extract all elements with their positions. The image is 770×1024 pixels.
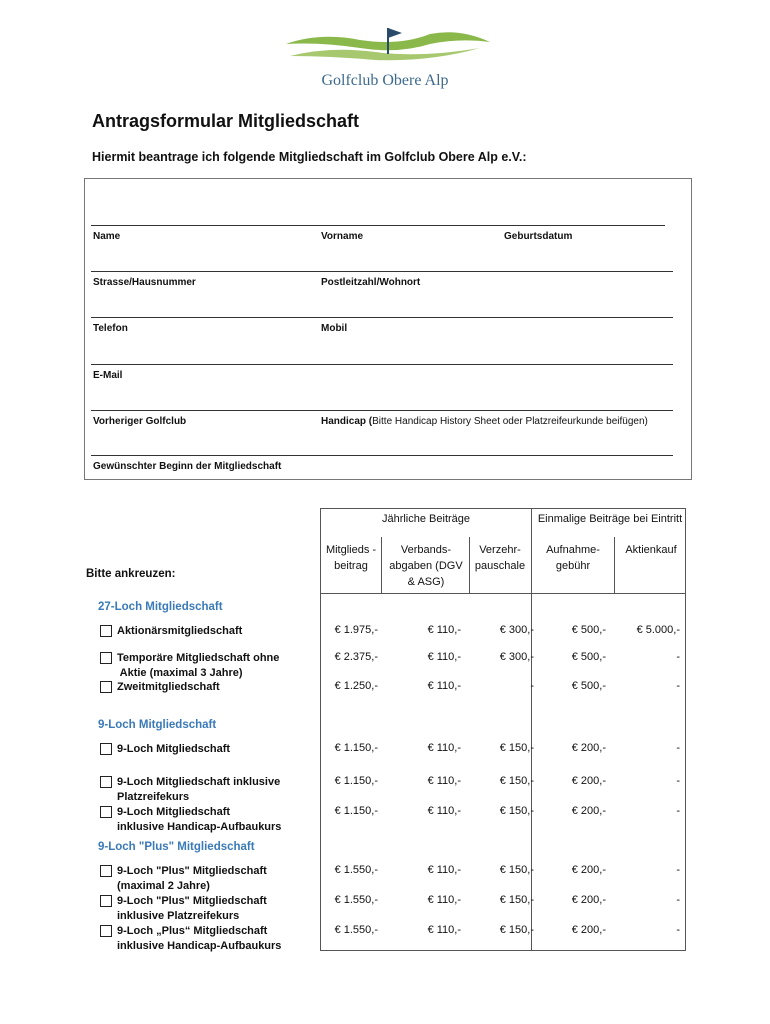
handicap-label: Handicap (Bitte Handicap History Sheet oder Platzreifeurkunde beifügen) <box>321 416 648 427</box>
fee-value: € 110,- <box>427 894 461 906</box>
fee-value: € 1.975,- <box>334 624 378 636</box>
header-mitgliedsbeitrag: Mitglieds -beitrag <box>325 544 377 572</box>
fee-value: € 1.150,- <box>334 742 378 754</box>
checkbox-row-8[interactable] <box>100 925 112 937</box>
fee-row-label: Zweitmitgliedschaft <box>117 681 220 693</box>
checkbox-row-7[interactable] <box>100 895 112 907</box>
fee-value: € 200,- <box>571 742 606 754</box>
fee-value: € 150,- <box>499 864 534 876</box>
fees-table <box>320 508 686 951</box>
fee-value: € 1.550,- <box>334 924 378 936</box>
golfclub-label: Vorheriger Golfclub <box>93 416 187 427</box>
fee-value: - <box>676 651 680 663</box>
section-9-loch-plus: 9-Loch "Plus" Mitgliedschaft <box>98 841 255 853</box>
section-9-loch: 9-Loch Mitgliedschaft <box>98 719 217 731</box>
fee-value: € 110,- <box>427 775 461 787</box>
golfclub-line[interactable] <box>91 410 673 411</box>
header-verbandsabgaben: Verbands- abgaben (DGV & ASG) <box>389 544 463 588</box>
fee-value: - <box>676 924 680 936</box>
fee-row-label: 9-Loch „Plus“ Mitgliedschaft inklusive Handicap-Aufbaukurs <box>117 925 282 952</box>
fee-value: - <box>676 742 680 754</box>
fee-value: € 110,- <box>427 864 461 876</box>
fee-value: € 500,- <box>571 624 606 636</box>
beginn-line[interactable] <box>91 455 673 456</box>
fee-row-label: 9-Loch Mitgliedschaft <box>117 743 231 755</box>
fee-value: € 2.375,- <box>334 651 378 663</box>
fee-value: € 1.550,- <box>334 894 378 906</box>
checkbox-row-4[interactable] <box>100 776 112 788</box>
fee-row-label: Aktionärsmitgliedschaft <box>117 625 243 637</box>
phone-line[interactable] <box>91 317 673 318</box>
fee-row-label: 9-Loch Mitgliedschaft inklusive Handicap-Aufbaukurs <box>117 806 282 833</box>
fee-value: - <box>676 680 680 692</box>
plz-label: Postleitzahl/Wohnort <box>321 277 421 288</box>
logo-text: Golfclub Obere Alp <box>321 72 449 89</box>
fee-value: € 150,- <box>499 805 534 817</box>
fee-value: € 1.150,- <box>334 805 378 817</box>
checkbox-row-3[interactable] <box>100 743 112 755</box>
personal-data-form <box>84 178 692 480</box>
fee-value: € 1.550,- <box>334 864 378 876</box>
fee-value: € 200,- <box>571 775 606 787</box>
fee-value: € 110,- <box>427 742 461 754</box>
name-label: Name <box>93 231 121 242</box>
mobil-label: Mobil <box>321 323 348 334</box>
fee-value: € 200,- <box>571 864 606 876</box>
geburtsdatum-label: Geburtsdatum <box>504 231 573 242</box>
fee-value: € 5.000,- <box>636 624 680 636</box>
fee-value: € 1.250,- <box>334 680 378 692</box>
name-line[interactable] <box>91 225 665 226</box>
beginn-label: Gewünschter Beginn der Mitgliedschaft <box>93 461 282 472</box>
fee-value: € 150,- <box>499 775 534 787</box>
fee-value: - <box>676 805 680 817</box>
fee-value: € 110,- <box>427 805 461 817</box>
fee-value: € 150,- <box>499 894 534 906</box>
fee-value: € 110,- <box>427 651 461 663</box>
checkbox-row-2[interactable] <box>100 681 112 693</box>
address-line[interactable] <box>91 271 673 272</box>
page-subtitle: Hiermit beantrage ich folgende Mitgliedschaft im Golfclub Obere Alp e.V.: <box>92 150 527 164</box>
header-annual: Jährliche Beiträge <box>381 513 471 525</box>
fee-value: - <box>530 680 534 692</box>
fee-value: € 200,- <box>571 805 606 817</box>
fee-row-label: 9-Loch "Plus" Mitgliedschaft (maximal 2 Jahre) <box>117 865 267 892</box>
fee-value: € 110,- <box>427 680 461 692</box>
header-aktienkauf: Aktienkauf <box>625 544 677 556</box>
fee-value: € 200,- <box>571 924 606 936</box>
header-verzehrpauschale: Verzehr- pauschale <box>474 544 526 572</box>
golfclub-logo <box>280 22 495 72</box>
header-aufnahmegebuehr: Aufnahme- gebühr <box>546 544 600 572</box>
email-label: E-Mail <box>93 370 123 381</box>
fee-value: € 1.150,- <box>334 775 378 787</box>
bitte-ankreuzen-label: Bitte ankreuzen: <box>86 568 176 580</box>
fee-value: € 110,- <box>427 924 461 936</box>
fee-value: € 110,- <box>427 624 461 636</box>
fee-value: € 500,- <box>571 680 606 692</box>
fee-row-label: Temporäre Mitgliedschaft ohne Aktie (maximal 3 Jahre) <box>117 652 280 679</box>
fee-value: - <box>676 775 680 787</box>
fee-row-label: 9-Loch Mitgliedschaft inklusive Platzreifekurs <box>117 776 281 803</box>
fee-value: - <box>676 864 680 876</box>
section-27-loch: 27-Loch Mitgliedschaft <box>98 601 223 613</box>
fee-value: € 150,- <box>499 924 534 936</box>
checkbox-row-0[interactable] <box>100 625 112 637</box>
checkbox-row-5[interactable] <box>100 806 112 818</box>
fee-value: € 300,- <box>499 624 534 636</box>
checkbox-row-1[interactable] <box>100 652 112 664</box>
email-line[interactable] <box>91 364 673 365</box>
handicap-note: Bitte Handicap History Sheet oder Platzreifeurkunde beifügen) <box>372 416 648 427</box>
fee-value: € 300,- <box>499 651 534 663</box>
vorname-label: Vorname <box>321 231 364 242</box>
page-title: Antragsformular Mitgliedschaft <box>92 111 360 131</box>
header-once: Einmalige Beiträge bei Eintritt <box>537 513 683 525</box>
telefon-label: Telefon <box>93 323 128 334</box>
fee-value: € 500,- <box>571 651 606 663</box>
checkbox-row-6[interactable] <box>100 865 112 877</box>
fee-row-label: 9-Loch "Plus" Mitgliedschaft inklusive Platzreifekurs <box>117 895 267 922</box>
fee-value: - <box>676 894 680 906</box>
strasse-label: Strasse/Hausnummer <box>93 277 196 288</box>
fee-value: € 150,- <box>499 742 534 754</box>
fee-value: € 200,- <box>571 894 606 906</box>
